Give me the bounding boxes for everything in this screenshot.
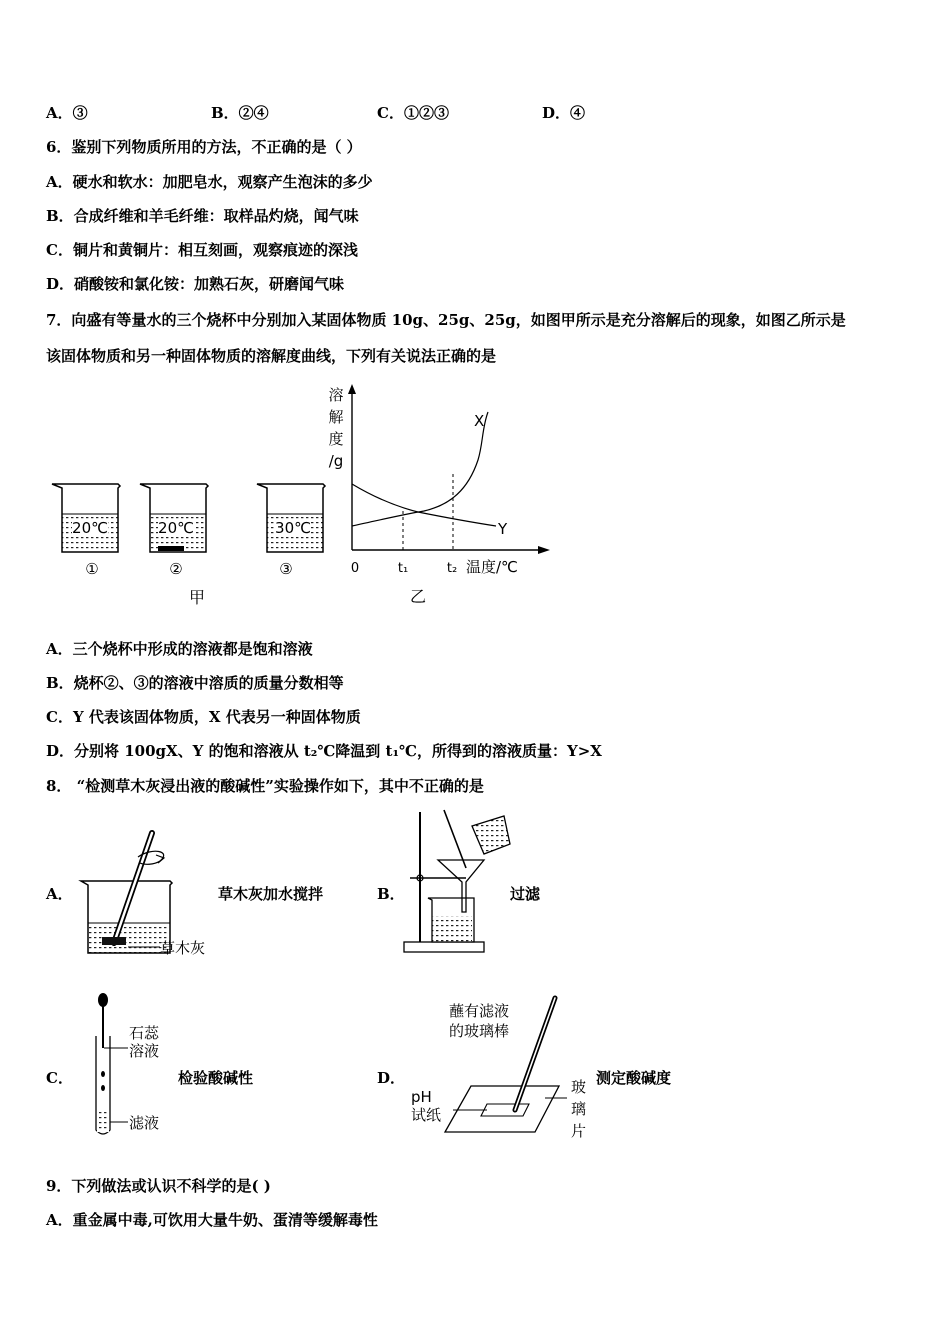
- undissolved-solid: [158, 546, 184, 551]
- q6-option-c: C．铜片和黄铜片：相互刻画，观察痕迹的深浅: [46, 241, 358, 259]
- t1-label: t₁: [397, 561, 409, 576]
- q6-option-d: D．硝酸铵和氯化铵：加熟石灰，研磨闻气味: [46, 275, 345, 293]
- q8-c-letter: C．: [46, 1069, 73, 1087]
- q8-c-annotation-top-2: 溶液: [129, 1042, 160, 1060]
- y-axis-label-3: 度: [328, 430, 344, 448]
- q8-d-caption: 测定酸碱度: [596, 1069, 672, 1087]
- q8-a-letter: A．: [46, 885, 73, 903]
- q5-option-b: B．②④: [211, 104, 269, 122]
- q7-stem-line2: 该固体物质和另一种固体物质的溶解度曲线，下列有关说法正确的是: [46, 347, 497, 365]
- q7-option-d: D．分别将 100gX、Y 的饱和溶液从 t₂℃降温到 t₁℃，所得到的溶液质量：Y>X: [46, 742, 602, 760]
- figure-stirring: [78, 825, 228, 965]
- dropper-bulb: [98, 993, 108, 1007]
- glass-slide: [445, 1086, 559, 1132]
- beaker-2-temp: 20℃: [158, 519, 194, 537]
- origin-label: 0: [350, 561, 360, 576]
- q8-d-annotation-rod-1: 蘸有滤液: [449, 1002, 510, 1020]
- q8-d-letter: D．: [377, 1069, 406, 1087]
- figure-ph-test: [405, 990, 595, 1140]
- beaker-3: [257, 484, 325, 578]
- beaker-3-temp: 30℃: [275, 519, 311, 537]
- q5-option-a: A．③: [46, 104, 88, 122]
- q7-option-a: A．三个烧杯中形成的溶液都是饱和溶液: [46, 640, 313, 658]
- figure-jia-caption: 甲: [188, 588, 206, 607]
- q8-c-annotation-top-1: 石蕊: [129, 1024, 160, 1042]
- beaker-1-label: ①: [85, 560, 99, 578]
- curve-y: [352, 484, 496, 526]
- q8-c-caption: 检验酸碱性: [178, 1069, 254, 1087]
- q8-d-annotation-paper-2: 试纸: [411, 1106, 442, 1124]
- q7-stem-line1: 7．向盛有等量水的三个烧杯中分别加入某固体物质 10g、25g、25g，如图甲所示是充分溶解后的现象，如图乙所示是: [46, 311, 846, 329]
- ph-paper: [481, 1104, 529, 1116]
- x-axis-arrow: [538, 546, 550, 554]
- figure-yi: [320, 378, 560, 608]
- y-axis-label-1: 溶: [328, 386, 344, 404]
- q5-option-d: D．④: [542, 104, 586, 122]
- figure-jia: [40, 470, 340, 610]
- beaker-1-temp: 20℃: [72, 519, 108, 537]
- q8-stem: 8． “检测草木灰浸出液的酸碱性”实验操作如下，其中不正确的是: [46, 777, 484, 795]
- beaker-1: [52, 484, 120, 578]
- ash-solid: [102, 937, 126, 945]
- q8-a-caption: 草木灰加水搅拌: [218, 885, 324, 903]
- q8-a-annotation: 草木灰: [160, 939, 206, 957]
- q8-d-annotation-rod-2: 的玻璃棒: [449, 1022, 510, 1040]
- q8-c-annotation-bottom: 滤液: [129, 1114, 160, 1132]
- t2-label: t₂: [446, 561, 458, 576]
- figure-filtration: [400, 808, 520, 960]
- q8-d-annotation-glass-3: 片: [571, 1122, 587, 1140]
- q8-d-annotation-glass-2: 璃: [571, 1100, 587, 1118]
- q8-b-letter: B．: [377, 885, 405, 903]
- y-axis-label-2: 解: [328, 408, 344, 426]
- y-axis-arrow: [348, 384, 356, 394]
- q7-option-c: C．Y 代表该固体物质，X 代表另一种固体物质: [46, 708, 361, 726]
- q7-option-b: B．烧杯②、③的溶液中溶质的质量分数相等: [46, 674, 344, 692]
- curve-y-label: Y: [498, 520, 508, 538]
- curve-x: [352, 412, 488, 526]
- q6-option-b: B．合成纤维和羊毛纤维：取样品灼烧，闻气味: [46, 207, 359, 225]
- q8-d-annotation-paper-1: pH: [411, 1088, 432, 1106]
- curve-x-label: X: [474, 412, 485, 430]
- beaker-2-label: ②: [169, 560, 183, 578]
- figure-indicator: [88, 990, 178, 1140]
- q6-option-a: A．硬水和软水：加肥皂水，观察产生泡沫的多少: [46, 173, 373, 191]
- x-axis-label: 温度/℃: [466, 558, 518, 576]
- q8-d-annotation-glass-1: 玻: [571, 1078, 587, 1096]
- beaker-3-label: ③: [279, 560, 293, 578]
- figure-yi-caption: 乙: [409, 587, 427, 606]
- q6-stem: 6．鉴别下列物质所用的方法，不正确的是（ ）: [46, 138, 362, 156]
- q9-option-a: A．重金属中毒,可饮用大量牛奶、蛋清等缓解毒性: [46, 1211, 378, 1229]
- y-axis-label-4: /g: [328, 452, 344, 470]
- beaker-2: [140, 484, 208, 578]
- q5-option-c: C．①②③: [377, 104, 449, 122]
- q8-b-caption: 过滤: [510, 885, 541, 903]
- q9-stem: 9．下列做法或认识不科学的是( ): [46, 1177, 271, 1195]
